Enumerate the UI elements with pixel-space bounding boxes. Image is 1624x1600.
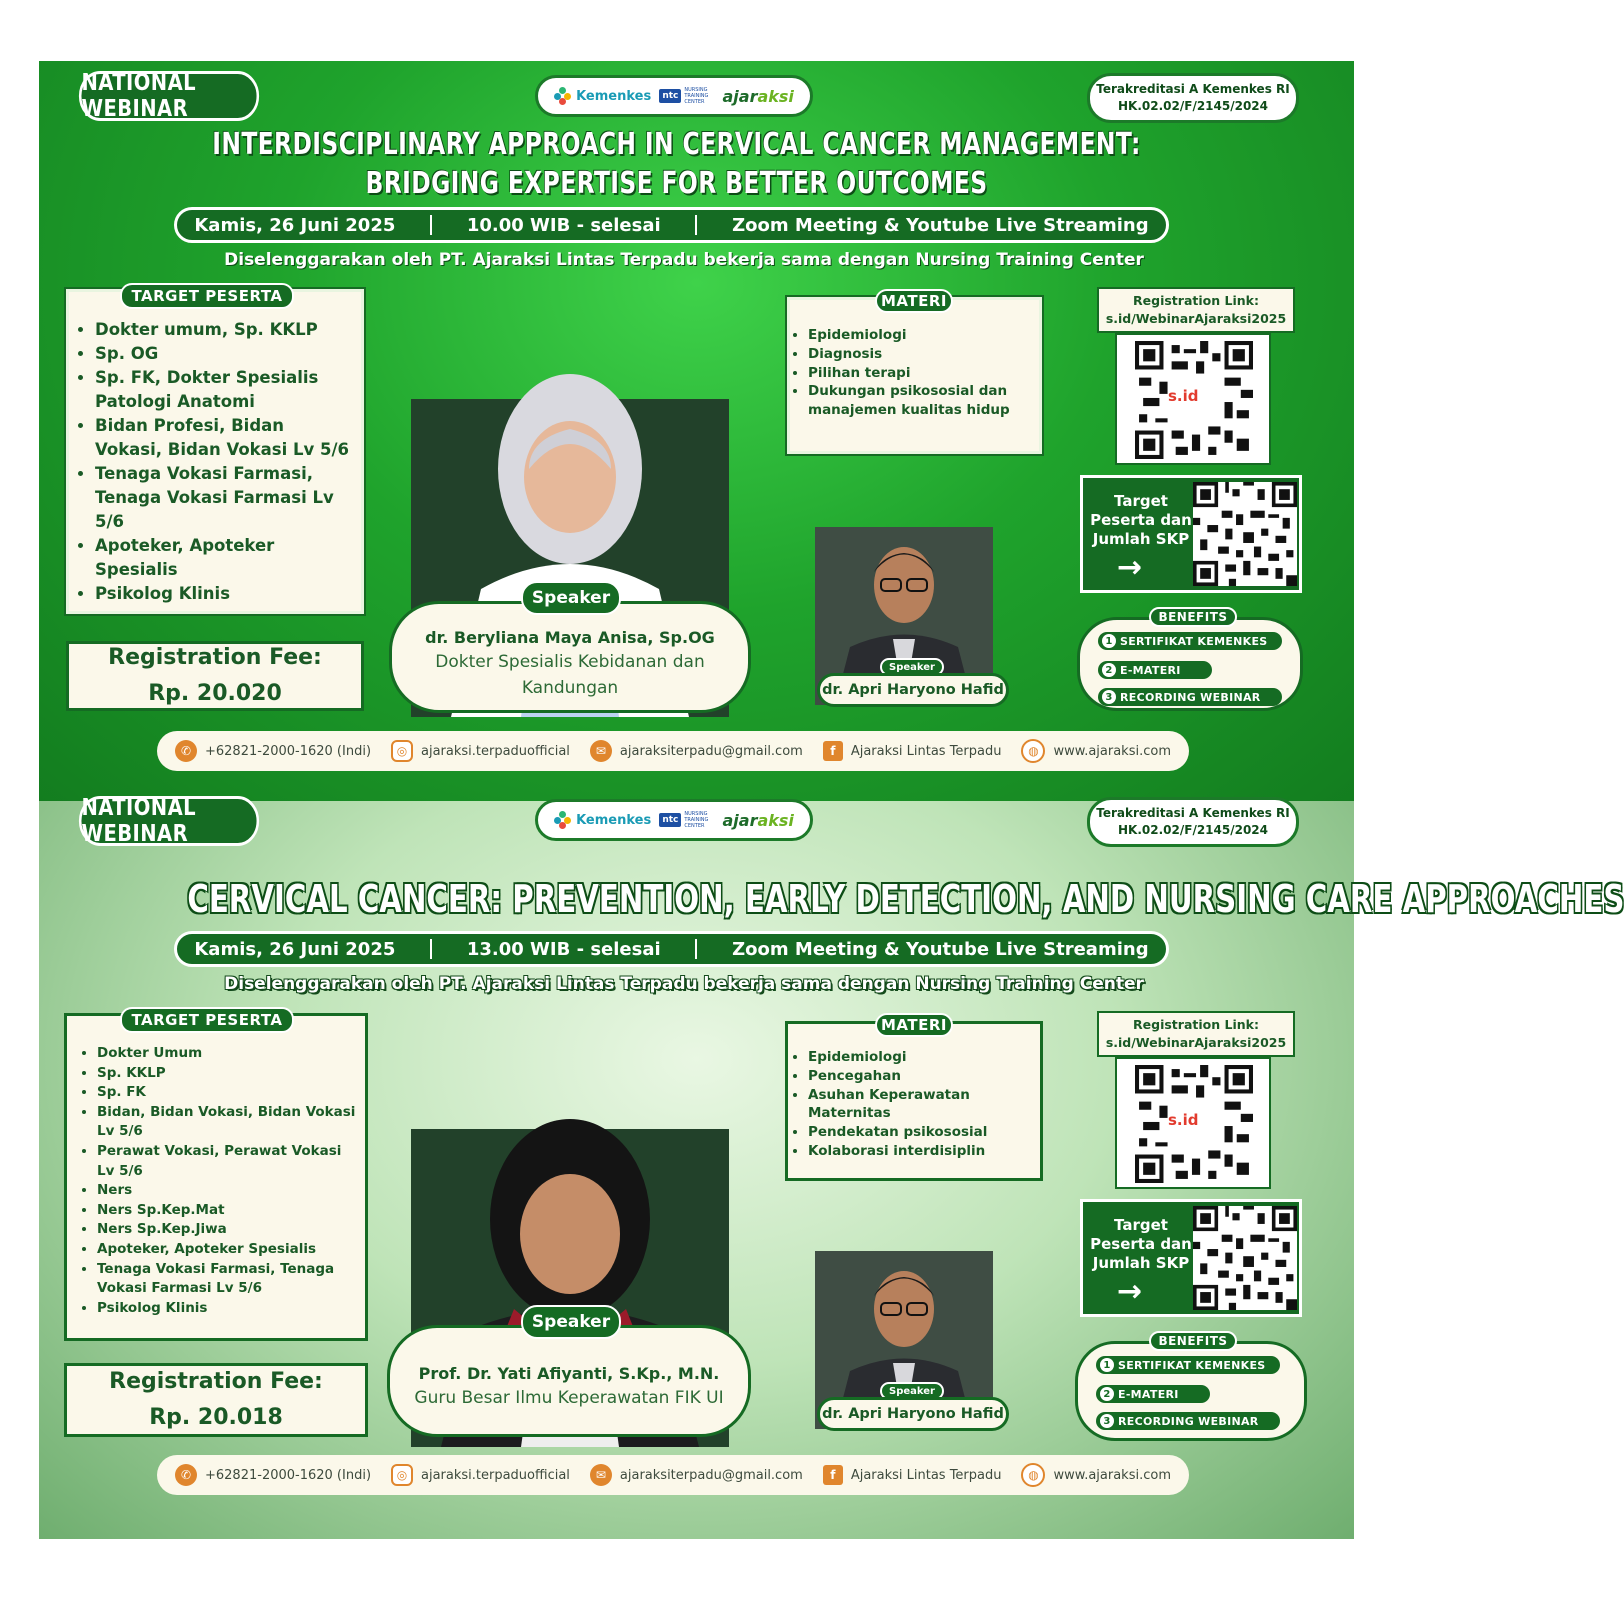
list-item: • Pencegahan — [808, 1067, 1034, 1086]
list-item: • Tenaga Vokasi Farmasi, Tenaga Vokasi Farmasi Lv 5/6 — [95, 462, 353, 534]
qr-brand: s.id — [1168, 387, 1199, 405]
registration-fee — [64, 1363, 368, 1437]
target-skp-box — [1080, 1199, 1302, 1317]
accreditation-line2: HK.02.02/F/2145/2024 — [1118, 823, 1268, 837]
target-skp-qr[interactable] — [1193, 1206, 1297, 1310]
contact-instagram[interactable] — [391, 740, 570, 762]
divider — [695, 215, 697, 235]
ntc-logo — [659, 87, 714, 105]
list-item: • Ners Sp.Kep.Mat — [97, 1201, 359, 1221]
benefit-item — [1096, 1385, 1210, 1403]
registration-link-url[interactable]: s.id/WebinarAjaraksi2025 — [1105, 1035, 1287, 1050]
speaker-tag: Speaker — [521, 581, 621, 615]
registration-fee — [66, 641, 364, 711]
facebook-icon: f — [823, 1465, 843, 1485]
benefit-label: E-MATERI — [1118, 1387, 1179, 1401]
title-line-1: INTERDISCIPLINARY APPROACH IN CERVICAL CANCER MANAGEMENT: — [212, 127, 1141, 162]
benefit-item — [1096, 1412, 1280, 1430]
fee-value: Rp. 20.018 — [149, 1405, 283, 1430]
benefit-label: E-MATERI — [1120, 663, 1181, 677]
benefit-label: SERTIFIKAT KEMENKES — [1120, 634, 1268, 648]
list-item: • Ners Sp.Kep.Jiwa — [97, 1220, 359, 1240]
target-peserta-card — [66, 289, 364, 614]
speaker-name: dr. Beryliana Maya Anisa, Sp.OG — [425, 628, 715, 647]
benefit-number: 1 — [1100, 1358, 1114, 1372]
target-peserta-title: TARGET PESERTA — [120, 283, 294, 309]
list-item: • Tenaga Vokasi Farmasi, Tenaga Vokasi Farmasi Lv 5/6 — [97, 1260, 359, 1299]
registration-link-label: Registration Link: — [1133, 293, 1259, 308]
partner-logos — [535, 75, 813, 117]
contact-email[interactable] — [590, 740, 803, 762]
kemenkes-icon — [554, 811, 572, 829]
list-item: • Sp. FK — [97, 1083, 359, 1103]
ntc-mark: ntc — [659, 813, 681, 827]
arrow-right-icon: → — [1117, 1274, 1143, 1309]
benefit-number: 1 — [1102, 634, 1116, 648]
kemenkes-label: Kemenkes — [576, 812, 652, 828]
contact-website[interactable] — [1021, 739, 1171, 763]
target-peserta-title: TARGET PESERTA — [120, 1007, 294, 1033]
accreditation-badge — [1087, 73, 1299, 123]
contact-facebook-text: Ajaraksi Lintas Terpadu — [850, 1467, 1002, 1483]
kemenkes-icon — [554, 87, 572, 105]
benefit-label: SERTIFIKAT KEMENKES — [1118, 1358, 1266, 1372]
webinar-poster-2 — [39, 795, 1624, 1539]
benefit-item — [1098, 632, 1282, 650]
materi-card — [787, 297, 1042, 454]
list-item: • Psikolog Klinis — [95, 582, 353, 606]
organizer-text: Diselenggarakan oleh PT. Ajaraksi Lintas Terpadu bekerja sama dengan Nursing Training Center — [224, 974, 1144, 994]
benefit-label: RECORDING WEBINAR — [1120, 690, 1261, 704]
benefits-card — [1075, 1341, 1307, 1441]
email-icon: ✉ — [590, 740, 612, 762]
ntc-text: NURSING TRAINING CENTER — [684, 811, 709, 829]
materi-title: MATERI — [875, 1013, 953, 1037]
accreditation-badge — [1087, 797, 1299, 847]
benefits-title: BENEFITS — [1149, 607, 1237, 627]
list-item: • Sp. FK, Dokter Spesialis Patologi Anatomi — [95, 366, 353, 414]
event-date: Kamis, 26 Juni 2025 — [194, 938, 396, 960]
ntc-logo — [659, 811, 714, 829]
title-line-1: CERVICAL CANCER: PREVENTION, EARLY DETECTION, AND NURSING CARE APPROACHES — [187, 877, 1624, 921]
qr-code-icon — [1193, 1206, 1297, 1310]
accreditation-line2: HK.02.02/F/2145/2024 — [1118, 99, 1268, 113]
list-item: • Kolaborasi interdisiplin — [808, 1142, 1034, 1161]
list-item: • Apoteker, Apoteker Spesialis — [97, 1240, 359, 1260]
list-item: • Perawat Vokasi, Perawat Vokasi Lv 5/6 — [97, 1142, 359, 1181]
speaker-tag: Speaker — [521, 1305, 621, 1339]
event-time: 10.00 WIB - selesai — [466, 214, 661, 236]
event-date: Kamis, 26 Juni 2025 — [194, 214, 396, 236]
national-webinar-badge: NATIONAL WEBINAR — [79, 71, 259, 121]
fee-label: Registration Fee: — [109, 1369, 323, 1394]
contact-facebook-text: Ajaraksi Lintas Terpadu — [850, 743, 1002, 759]
target-skp-label: Target Peserta dan Jumlah SKP — [1090, 1216, 1192, 1272]
contact-facebook[interactable] — [823, 741, 1002, 761]
contact-email[interactable] — [590, 1464, 803, 1486]
list-item: • Pilihan terapi — [808, 364, 1033, 383]
contact-phone-text: +62821-2000-1620 (Indi) — [205, 743, 372, 759]
target-list — [79, 1044, 359, 1318]
webinar-title — [179, 125, 1174, 203]
registration-link-box — [1097, 1011, 1295, 1057]
event-time: 13.00 WIB - selesai — [466, 938, 661, 960]
divider — [695, 939, 697, 959]
qr-code-icon — [1193, 482, 1297, 586]
webinar-title — [187, 877, 1624, 921]
accreditation-line1: Terakreditasi A Kemenkes RI — [1096, 806, 1290, 820]
registration-link-url[interactable]: s.id/WebinarAjaraksi2025 — [1105, 311, 1287, 326]
partner-logos — [535, 799, 813, 841]
materi-list — [794, 1048, 1034, 1161]
list-item: • Dokter Umum — [97, 1044, 359, 1064]
list-item: • Bidan, Bidan Vokasi, Bidan Vokasi Lv 5/6 — [97, 1103, 359, 1142]
list-item: • Diagnosis — [808, 345, 1033, 364]
contact-email-text: ajaraksiterpadu@gmail.com — [619, 1467, 803, 1483]
ntc-text: NURSING TRAINING CENTER — [684, 87, 709, 105]
list-item: • Ners — [97, 1181, 359, 1201]
contact-email-text: ajaraksiterpadu@gmail.com — [619, 743, 803, 759]
benefits-card — [1077, 617, 1303, 711]
contact-instagram-text: ajaraksi.terpaduofficial — [421, 1467, 570, 1483]
divider — [430, 939, 432, 959]
moderator-tag: Speaker — [880, 658, 944, 676]
contact-instagram[interactable] — [391, 1464, 570, 1486]
ajaraksi-logo-part1: ajar — [722, 86, 758, 106]
benefit-number: 3 — [1100, 1414, 1114, 1428]
benefits-title: BENEFITS — [1149, 1331, 1237, 1351]
webinar-poster-1 — [39, 61, 1354, 801]
ntc-mark: ntc — [659, 89, 681, 103]
list-item: • Sp. KKLP — [97, 1064, 359, 1084]
list-item: • Dukungan psikososial dan manajemen kualitas hidup — [808, 382, 1033, 420]
national-webinar-badge: NATIONAL WEBINAR — [79, 796, 259, 846]
divider — [430, 215, 432, 235]
fee-value: Rp. 20.020 — [148, 681, 282, 706]
list-item: • Dokter umum, Sp. KKLP — [95, 318, 353, 342]
ajaraksi-logo — [723, 811, 794, 830]
benefit-item — [1098, 661, 1212, 679]
target-skp-label: Target Peserta dan Jumlah SKP — [1090, 492, 1192, 548]
list-item: • Pendekatan psikososial — [808, 1123, 1034, 1142]
target-skp-qr[interactable] — [1193, 482, 1297, 586]
list-item: • Apoteker, Apoteker Spesialis — [95, 534, 353, 582]
phone-icon: ✆ — [175, 740, 197, 762]
schedule-bar — [174, 207, 1169, 243]
contact-website[interactable] — [1021, 1463, 1171, 1487]
arrow-right-icon: → — [1117, 550, 1143, 585]
facebook-icon: f — [823, 741, 843, 761]
moderator-tag: Speaker — [880, 1382, 944, 1400]
fee-label: Registration Fee: — [108, 645, 322, 670]
phone-icon: ✆ — [175, 1464, 197, 1486]
ajaraksi-logo-part2: aksi — [757, 810, 794, 830]
globe-icon: ◍ — [1021, 1463, 1045, 1487]
list-item: • Sp. OG — [95, 342, 353, 366]
ajaraksi-logo — [723, 87, 794, 106]
list-item: • Asuhan Keperawatan Maternitas — [808, 1086, 1034, 1124]
contact-phone-text: +62821-2000-1620 (Indi) — [205, 1467, 372, 1483]
contact-facebook[interactable] — [823, 1465, 1002, 1485]
speaker-role: Guru Besar Ilmu Keperawatan FIK UI — [414, 1388, 724, 1408]
email-icon: ✉ — [590, 1464, 612, 1486]
contact-bar — [157, 1455, 1189, 1495]
accreditation-line1: Terakreditasi A Kemenkes RI — [1096, 82, 1290, 96]
instagram-icon: ◎ — [391, 1464, 413, 1486]
registration-link-box — [1097, 287, 1295, 333]
list-item: • Epidemiologi — [808, 326, 1033, 345]
kemenkes-logo — [554, 87, 651, 105]
instagram-icon: ◎ — [391, 740, 413, 762]
list-item: • Epidemiologi — [808, 1048, 1034, 1067]
organizer-text: Diselenggarakan oleh PT. Ajaraksi Lintas Terpadu bekerja sama dengan Nursing Training Center — [224, 250, 1144, 270]
target-skp-box — [1080, 475, 1302, 593]
materi-list — [794, 326, 1033, 420]
globe-icon: ◍ — [1021, 739, 1045, 763]
speaker-role: Dokter Spesialis Kebidanan dan Kandungan — [435, 652, 705, 698]
registration-link-label: Registration Link: — [1133, 1017, 1259, 1032]
target-peserta-card — [64, 1013, 368, 1341]
qr-brand: s.id — [1168, 1111, 1199, 1129]
benefit-number: 2 — [1102, 663, 1116, 677]
list-item: • Bidan Profesi, Bidan Vokasi, Bidan Vokasi Lv 5/6 — [95, 414, 353, 462]
contact-phone[interactable] — [175, 1464, 371, 1486]
target-list — [77, 318, 353, 606]
speaker-name: Prof. Dr. Yati Afiyanti, S.Kp., M.N. — [418, 1364, 720, 1383]
schedule-bar — [174, 931, 1169, 967]
contact-phone[interactable] — [175, 740, 371, 762]
ajaraksi-logo-part2: aksi — [757, 86, 794, 106]
ajaraksi-logo-part1: ajar — [722, 810, 758, 830]
contact-website-text: www.ajaraksi.com — [1053, 743, 1171, 759]
benefit-item — [1098, 688, 1282, 706]
kemenkes-logo — [554, 811, 651, 829]
moderator-name: dr. Apri Haryono Hafid — [817, 1397, 1009, 1431]
contact-instagram-text: ajaraksi.terpaduofficial — [421, 743, 570, 759]
list-item: • Psikolog Klinis — [97, 1299, 359, 1319]
kemenkes-label: Kemenkes — [576, 88, 652, 104]
materi-title: MATERI — [875, 289, 953, 313]
benefit-number: 3 — [1102, 690, 1116, 704]
benefit-number: 2 — [1100, 1387, 1114, 1401]
event-platform: Zoom Meeting & Youtube Live Streaming — [732, 938, 1149, 960]
materi-card — [785, 1021, 1043, 1181]
title-line-2: BRIDGING EXPERTISE FOR BETTER OUTCOMES — [365, 166, 988, 201]
speaker-card — [389, 601, 751, 713]
contact-bar — [157, 731, 1189, 771]
contact-website-text: www.ajaraksi.com — [1053, 1467, 1171, 1483]
moderator-name: dr. Apri Haryono Hafid — [817, 673, 1009, 707]
benefit-item — [1096, 1356, 1280, 1374]
event-platform: Zoom Meeting & Youtube Live Streaming — [732, 214, 1149, 236]
benefit-label: RECORDING WEBINAR — [1118, 1414, 1259, 1428]
speaker-card — [387, 1325, 751, 1437]
